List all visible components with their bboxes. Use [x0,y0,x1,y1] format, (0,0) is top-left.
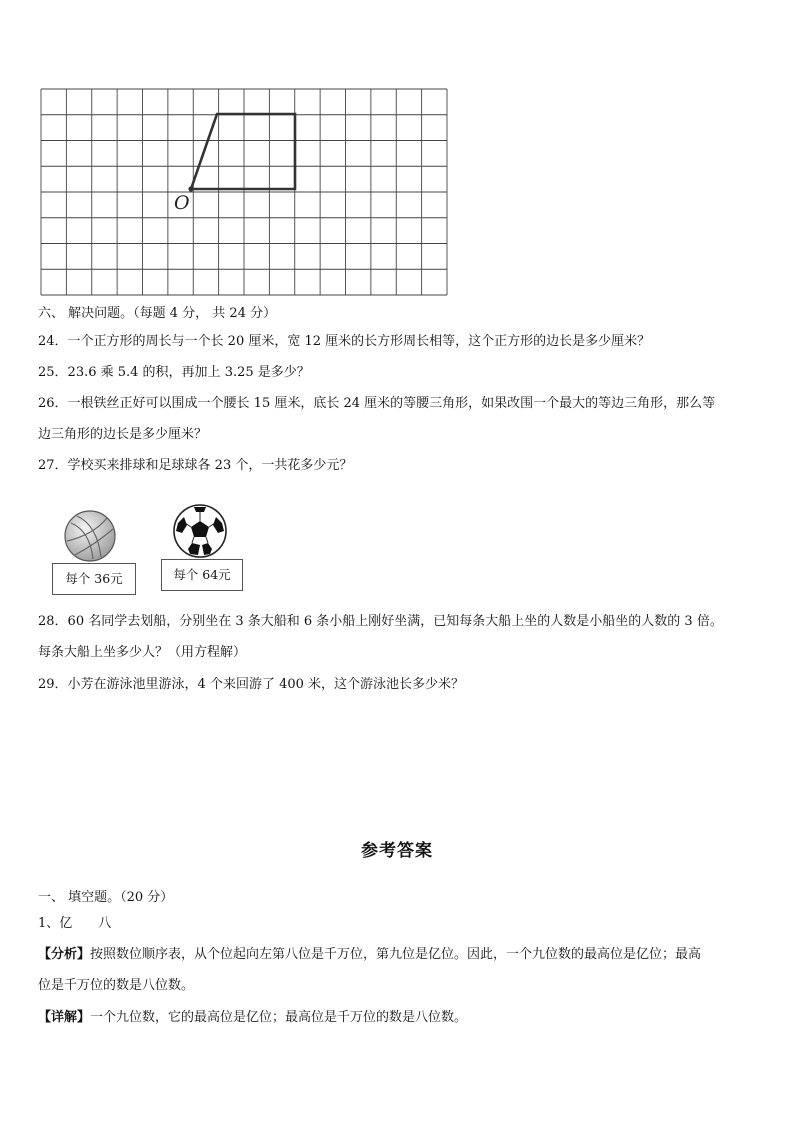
question-27: 27．学校买来排球和足球球各 23 个，一共花多少元？ [38,458,353,473]
question-28-line1: 28．60 名同学去划船，分别坐在 3 条大船和 6 条小船上刚好坐满，已知每条大船上坐的人数是小船坐的人数的 3 倍。 [38,614,723,629]
analysis-line1 [38,946,701,964]
question-25: 25．23.6 乘 5.4 的积，再加上 3.25 是多少？ [38,365,310,380]
football-icon [172,503,228,559]
answers-section1-heading: 一、 填空题。（20 分） [38,890,174,905]
answers-title: 参考答案 [361,841,433,861]
grid-lines [41,89,447,295]
detail-line [38,1009,467,1027]
question-26-line1: 26．一根铁丝正好可以围成一个腰长 15 厘米，底长 24 厘米的等腰三角形，如果改围一个最大的等边三角形，那么等 [38,396,716,411]
question-28-line2: 每条大船上坐多少人？（用方程解） [38,645,247,660]
question-29: 29．小芳在游泳池里游泳，4 个来回游了 400 米，这个游泳池长多少米？ [38,677,465,692]
volleyball-icon [63,509,117,563]
section6-heading: 六、 解决问题。（每题 4 分， 共 24 分） [38,306,277,321]
question-24: 24．一个正方形的周长与一个长 20 厘米，宽 12 厘米的长方形周长相等，这个正方形的边长是多少厘米？ [38,334,651,349]
origin-point [188,186,193,191]
volleyball-price-label: 每个 36元 [52,563,136,595]
detail-text: 一个九位数，它的最高位是亿位；最高位是千万位的数是八位数。 [90,1010,468,1025]
analysis-tag: 【分析】 [38,947,91,962]
analysis-text: 按照数位顺序表，从个位起向左第八位是千万位，第九位是亿位。因此，一个九位数的最高位是亿位；最高 [90,947,702,962]
football-price-label: 每个 64元 [161,559,243,591]
question-26-line2: 边三角形的边长是多少厘米？ [38,427,208,442]
detail-tag: 【详解】 [38,1010,91,1025]
answer-1: 1、亿 八 [38,916,112,931]
analysis-line2: 位是千万位的数是八位数。 [38,978,195,993]
origin-label: O [174,192,190,214]
grid-figure [40,88,448,296]
quadrilateral-shape [191,114,295,189]
